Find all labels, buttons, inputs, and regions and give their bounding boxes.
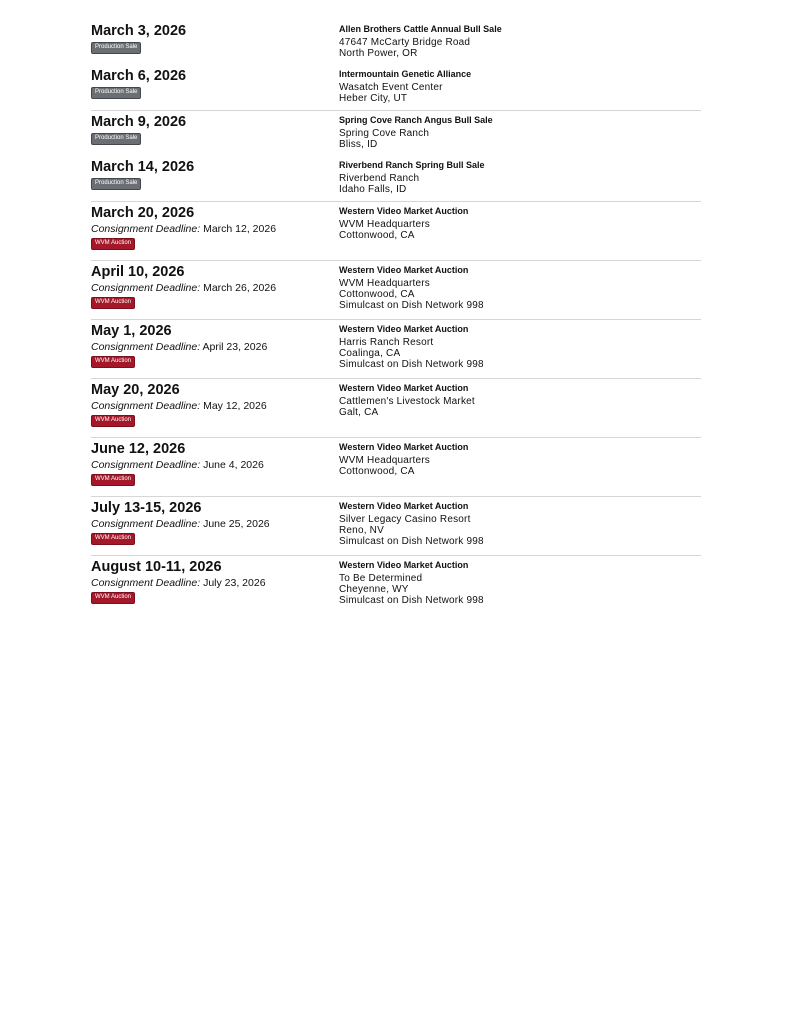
- event-location-line: Simulcast on Dish Network 998: [339, 359, 484, 370]
- event-row: [91, 261, 701, 320]
- event-details: [339, 441, 701, 490]
- event-details: [339, 500, 701, 549]
- event-details: [339, 68, 701, 104]
- event-date: March 9, 2026: [91, 114, 187, 130]
- event-location-line: Cheyenne, WY: [339, 584, 409, 595]
- event-details: [339, 559, 701, 608]
- event-location-line: Simulcast on Dish Network 998: [339, 536, 484, 547]
- consignment-deadline: [91, 341, 339, 354]
- event-date-column: [91, 500, 339, 549]
- event-date-column: [91, 559, 339, 608]
- event-type-badge: Production Sale: [91, 87, 141, 99]
- event-details: [339, 323, 701, 372]
- deadline-date: June 4, 2026: [203, 459, 264, 471]
- event-title[interactable]: Western Video Market Auction: [339, 501, 469, 511]
- event-location-line: Bliss, ID: [339, 139, 378, 150]
- event-location-line: Riverbend Ranch: [339, 173, 420, 184]
- event-title[interactable]: Western Video Market Auction: [339, 265, 469, 275]
- event-location-line: Reno, NV: [339, 525, 384, 536]
- event-details: [339, 23, 701, 59]
- event-details: [339, 159, 701, 195]
- event-type-badge: WVM Auction: [91, 533, 135, 545]
- event-date: August 10-11, 2026: [91, 559, 222, 575]
- consignment-deadline: [91, 282, 339, 295]
- event-type-badge: WVM Auction: [91, 356, 135, 368]
- event-location-line: Idaho Falls, ID: [339, 184, 407, 195]
- event-type-badge: WVM Auction: [91, 415, 135, 427]
- event-type-badge: WVM Auction: [91, 297, 135, 309]
- event-title[interactable]: Spring Cove Ranch Angus Bull Sale: [339, 115, 493, 125]
- deadline-label: Consignment Deadline:: [91, 282, 201, 294]
- deadline-label: Consignment Deadline:: [91, 341, 201, 353]
- event-date-column: [91, 382, 339, 431]
- event-location-line: Silver Legacy Casino Resort: [339, 514, 471, 525]
- event-location-line: WVM Headquarters: [339, 219, 431, 230]
- event-title[interactable]: Western Video Market Auction: [339, 383, 469, 393]
- deadline-date: June 25, 2026: [203, 518, 270, 530]
- event-date: June 12, 2026: [91, 441, 186, 457]
- event-row: [91, 156, 701, 202]
- consignment-deadline: [91, 518, 339, 531]
- event-location-line: Simulcast on Dish Network 998: [339, 595, 484, 606]
- event-details: [339, 264, 701, 313]
- event-location-line: Cottonwood, CA: [339, 289, 415, 300]
- event-location-line: North Power, OR: [339, 48, 418, 59]
- deadline-label: Consignment Deadline:: [91, 400, 201, 412]
- event-title[interactable]: Western Video Market Auction: [339, 442, 469, 452]
- event-details: [339, 114, 701, 150]
- event-row: [91, 320, 701, 379]
- event-list: [91, 20, 701, 614]
- event-type-badge: WVM Auction: [91, 592, 135, 604]
- event-details: [339, 382, 701, 431]
- event-location-line: 47647 McCarty Bridge Road: [339, 37, 471, 48]
- event-row: [91, 111, 701, 156]
- consignment-deadline: [91, 223, 339, 236]
- event-type-badge: Production Sale: [91, 133, 141, 145]
- event-date-column: [91, 205, 339, 254]
- event-title[interactable]: Western Video Market Auction: [339, 324, 469, 334]
- event-row: [91, 65, 701, 111]
- event-location-line: Simulcast on Dish Network 998: [339, 300, 484, 311]
- deadline-date: April 23, 2026: [202, 341, 268, 353]
- event-row: [91, 202, 701, 261]
- event-date-column: [91, 23, 339, 59]
- event-date: May 1, 2026: [91, 323, 172, 339]
- event-title[interactable]: Allen Brothers Cattle Annual Bull Sale: [339, 24, 502, 34]
- consignment-deadline: [91, 459, 339, 472]
- deadline-label: Consignment Deadline:: [91, 518, 201, 530]
- event-location-line: To Be Determined: [339, 573, 423, 584]
- deadline-date: March 26, 2026: [203, 282, 277, 294]
- event-location-line: WVM Headquarters: [339, 455, 431, 466]
- consignment-deadline: [91, 400, 339, 413]
- event-location-line: Galt, CA: [339, 407, 379, 418]
- event-title[interactable]: Western Video Market Auction: [339, 560, 469, 570]
- event-title[interactable]: Intermountain Genetic Alliance: [339, 69, 472, 79]
- event-location-line: Cottonwood, CA: [339, 466, 415, 477]
- consignment-deadline: [91, 577, 339, 590]
- event-location-line: Cattlemen's Livestock Market: [339, 396, 475, 407]
- event-date: March 6, 2026: [91, 68, 187, 84]
- deadline-label: Consignment Deadline:: [91, 459, 201, 471]
- event-location-line: WVM Headquarters: [339, 278, 431, 289]
- event-title[interactable]: Riverbend Ranch Spring Bull Sale: [339, 160, 485, 170]
- event-title[interactable]: Western Video Market Auction: [339, 206, 469, 216]
- event-location-line: Cottonwood, CA: [339, 230, 415, 241]
- event-details: [339, 205, 701, 254]
- event-row: [91, 556, 701, 614]
- event-location-line: Wasatch Event Center: [339, 82, 443, 93]
- deadline-label: Consignment Deadline:: [91, 223, 201, 235]
- event-date: May 20, 2026: [91, 382, 180, 398]
- event-date-column: [91, 441, 339, 490]
- event-date-column: [91, 264, 339, 313]
- event-type-badge: WVM Auction: [91, 474, 135, 486]
- event-row: [91, 379, 701, 438]
- event-date: March 3, 2026: [91, 23, 187, 39]
- event-location-line: Coalinga, CA: [339, 348, 401, 359]
- event-location-line: Spring Cove Ranch: [339, 128, 430, 139]
- event-row: [91, 438, 701, 497]
- event-date-column: [91, 159, 339, 195]
- event-date-column: [91, 68, 339, 104]
- event-date: July 13-15, 2026: [91, 500, 202, 516]
- event-date-column: [91, 323, 339, 372]
- deadline-date: May 12, 2026: [203, 400, 267, 412]
- deadline-date: July 23, 2026: [203, 577, 266, 589]
- event-row: [91, 497, 701, 556]
- event-date: March 20, 2026: [91, 205, 195, 221]
- event-type-badge: Production Sale: [91, 178, 141, 190]
- deadline-date: March 12, 2026: [203, 223, 277, 235]
- event-type-badge: Production Sale: [91, 42, 141, 54]
- event-row: [91, 20, 701, 65]
- deadline-label: Consignment Deadline:: [91, 577, 201, 589]
- event-location-line: Heber City, UT: [339, 93, 408, 104]
- event-location-line: Harris Ranch Resort: [339, 337, 434, 348]
- event-date: April 10, 2026: [91, 264, 185, 280]
- event-type-badge: WVM Auction: [91, 238, 135, 250]
- event-date: March 14, 2026: [91, 159, 195, 175]
- event-date-column: [91, 114, 339, 150]
